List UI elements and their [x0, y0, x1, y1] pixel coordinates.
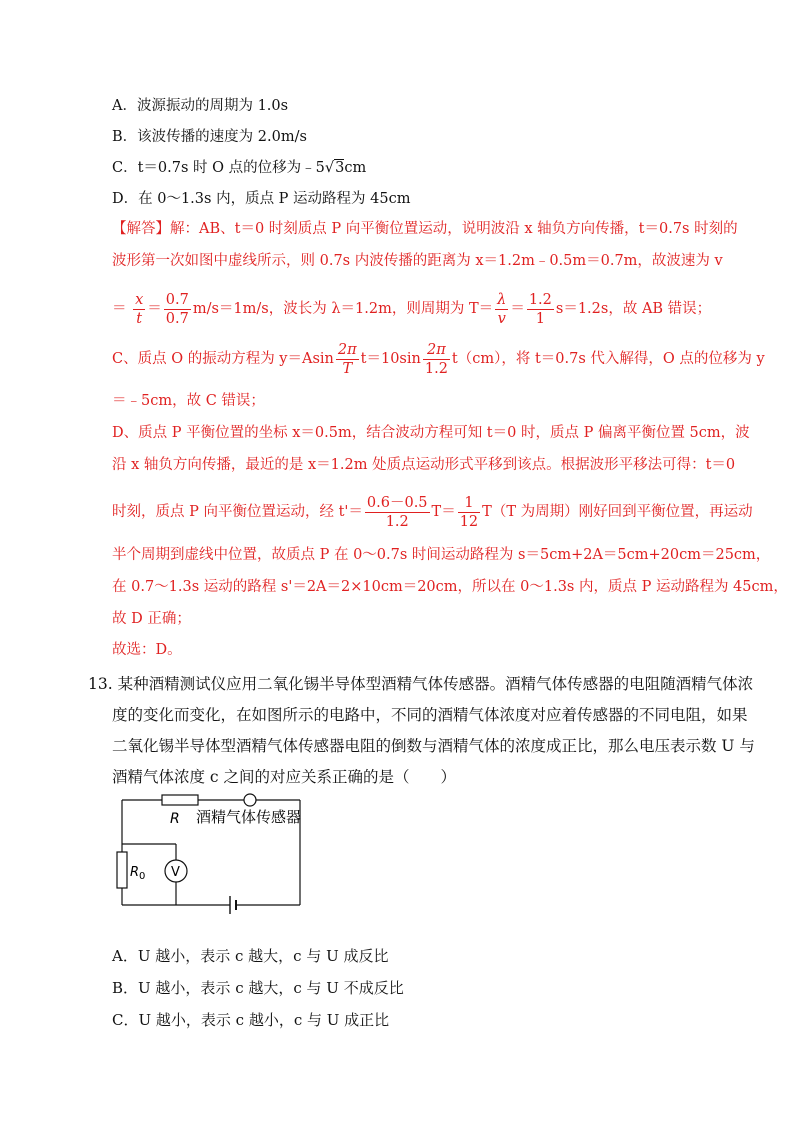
answer-line-5: ＝﹣5cm，故 C 错误； [112, 393, 265, 409]
answer-line-8 [112, 493, 753, 531]
q13-option-a: A．U 越小，表示 c 越大，c 与 U 成反比 [112, 947, 389, 965]
fraction-x-over-t [133, 291, 145, 328]
voltmeter-label: V [171, 865, 180, 880]
option-b: B．该波传播的速度为 2.0m/s [112, 129, 307, 145]
frac-num: 2π [423, 341, 450, 360]
fraction-lambda-over-v [495, 291, 508, 328]
fraction-12-over-1 [527, 291, 554, 328]
sqrt-symbol: √3 [324, 160, 345, 176]
l3-eq3: ＝ [510, 301, 525, 317]
answer-line-10: 在 0.7～1.3s 运动的路程 s'＝2A＝2×10cm＝20cm，所以在 0～1.3s 内，质点 P 运动路程为 45cm， [112, 579, 788, 595]
l8-a: 时刻，质点 P 向平衡位置运动，经 t'＝ [112, 504, 363, 520]
answer-line-7: 沿 x 轴负方向传播，最近的是 x＝1.2m 处质点运动形式平移到该点。根据波形平移法可得：t＝0 [112, 457, 736, 473]
l3-end: s＝1.2s，故 AB 错误； [555, 301, 712, 317]
answer-line-1 [112, 219, 738, 239]
fraction-07-over-07 [164, 291, 191, 328]
option-d: D．在 0～1.3s 内，质点 P 运动路程为 45cm [112, 191, 411, 207]
q13-line-1-text: 某种酒精测试仪应用二氧化锡半导体型酒精气体传感器。酒精气体传感器的电阻随酒精气体浓 [117, 675, 754, 693]
l3-mid: m/s＝1m/s，波长为 λ＝1.2m，则周期为 T＝ [192, 301, 494, 317]
frac-den: T [342, 360, 353, 377]
q13-line-2: 度的变化而变化，在如图所示的电路中，不同的酒精气体浓度对应着传感器的不同电阻，如果 [112, 706, 748, 724]
fraction-2pi-over-12 [423, 341, 450, 378]
frac-num: 0.6－0.5 [366, 494, 428, 511]
answer-line-1-text: 解：AB、t＝0 时刻质点 P 向平衡位置运动，说明波沿 x 轴负方向传播，t＝0.7s 时刻的 [170, 221, 738, 237]
circuit-diagram [110, 790, 320, 920]
frac-den: 1 [535, 310, 545, 327]
resistor-r-label: R [170, 811, 180, 827]
answer-line-6: D、质点 P 平衡位置的坐标 x＝0.5m，结合波动方程可知 t＝0 时，质点 P 偏离平衡位置 5cm，波 [112, 425, 750, 441]
frac-num: 1.2 [528, 291, 552, 308]
q13-line-3: 二氧化锡半导体型酒精气体传感器电阻的倒数与酒精气体的浓度成正比，那么电压表示数 U 与 [112, 737, 755, 755]
q13-option-c: C．U 越小，表示 c 越小，c 与 U 成正比 [112, 1011, 390, 1029]
frac-num: 1 [458, 494, 480, 513]
l4-a: C、质点 O 的振动方程为 y＝Asin [112, 351, 334, 367]
sensor-icon [244, 794, 256, 806]
option-c [112, 158, 366, 178]
answer-line-2: 波形第一次如图中虚线所示，则 0.7s 内波传播的距离为 x＝1.2m﹣0.5m＝0.7m，故波速为 v [112, 253, 723, 269]
frac-den: 1.2 [424, 360, 448, 377]
frac-num: 0.7 [165, 291, 189, 308]
r0-label-sub: 0 [139, 871, 146, 882]
frac-den: v [497, 310, 506, 327]
resistor-r [162, 795, 198, 805]
l3-eq2: ＝ [147, 301, 162, 317]
q13-line-1 [88, 674, 753, 694]
answer-line-4 [112, 340, 765, 378]
frac-den: 1.2 [385, 513, 409, 530]
answer-line-3 [112, 290, 711, 328]
l4-b: t＝10sin [360, 351, 421, 367]
fraction-2pi-over-T [336, 341, 359, 378]
l8-b: T＝ [431, 504, 456, 520]
frac-num: λ [497, 291, 507, 308]
answer-tag: 【解答】 [112, 221, 170, 237]
q13-option-b: B．U 越小，表示 c 越大，c 与 U 不成反比 [112, 979, 404, 997]
sensor-label: 酒精气体传感器 [196, 808, 302, 826]
frac-den: 12 [459, 513, 479, 530]
frac-num: 2π [337, 341, 357, 358]
option-c-prefix: C．t＝0.7s 时 O 点的位移为﹣5 [112, 160, 325, 176]
l3-eq: ＝ [112, 301, 127, 317]
answer-line-11: 故 D 正确； [112, 611, 191, 627]
option-a: A．波源振动的周期为 1.0s [112, 98, 289, 114]
fraction-diff-over-12 [365, 494, 430, 531]
resistor-r0 [117, 852, 127, 888]
l4-c: t（cm），将 t＝0.7s 代入解得，O 点的位移为 y [451, 351, 765, 367]
option-c-suffix: cm [344, 160, 367, 176]
answer-line-9: 半个周期到虚线中位置，故质点 P 在 0～0.7s 时间运动路程为 s＝5cm+2A＝5cm+20cm＝25cm， [112, 547, 771, 563]
r0-label [130, 865, 145, 882]
frac-den: t [136, 310, 143, 327]
frac-den: 0.7 [165, 310, 189, 327]
fraction-1-over-12 [458, 494, 480, 531]
frac-num: x [135, 291, 144, 308]
q13-line-4: 酒精气体浓度 c 之间的对应关系正确的是（ ） [112, 768, 457, 786]
question-number: 13. [88, 675, 113, 693]
sqrt-value: 3 [335, 160, 345, 176]
l8-c: T（T 为周期）刚好回到平衡位置，再运动 [482, 504, 753, 520]
r0-label-main: R [130, 865, 140, 880]
answer-line-12: 故选：D。 [112, 642, 182, 658]
